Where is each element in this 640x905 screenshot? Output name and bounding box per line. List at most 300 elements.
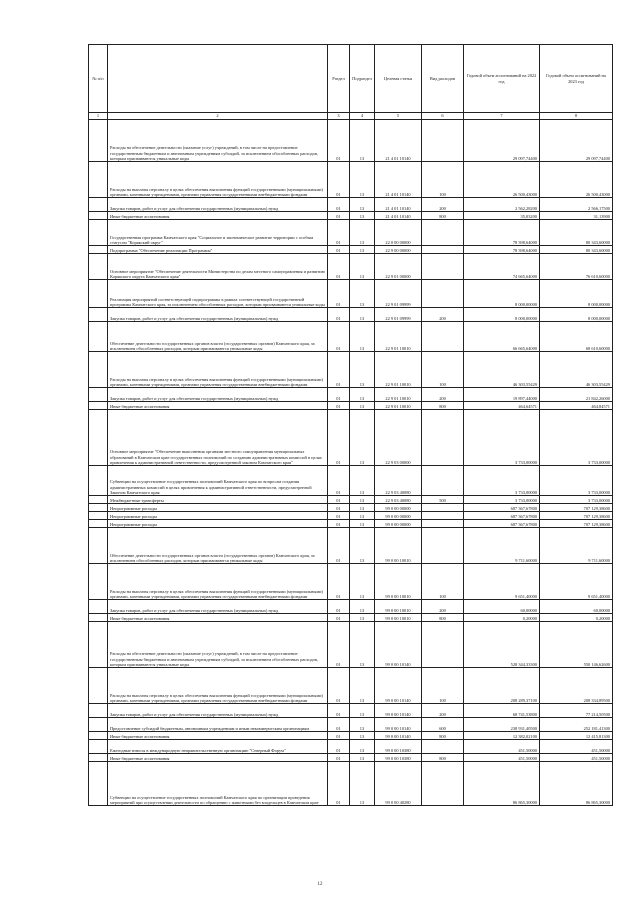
row-section: 01 [328, 402, 350, 410]
row-section: 01 [328, 280, 350, 308]
row-target-article: 99 0 00 10140 [375, 668, 422, 704]
row-section: 01 [328, 520, 350, 528]
table-row [89, 600, 613, 614]
row-name: Закупка товаров, работ и услуг для обеспечения государственных (муниципальных) нужд [108, 198, 328, 212]
row-name: Субвенции на осуществление государственных полномочий Камчатского края по вопросам создания административных комиссий в целях привлечения к административной ответственности, предусмотренной Законом Камчатского края [108, 466, 328, 496]
row-amount-2023: 8 000,00000 [540, 308, 613, 322]
row-expense-type: 800 [422, 212, 464, 220]
row-section: 01 [328, 600, 350, 614]
row-amount-2023: 26 500,43000 [540, 162, 613, 198]
row-number [89, 280, 108, 308]
row-name: Обеспечение деятельности государственных органов власти (государственных органов) Камчатского края, за исключением обособленных расходов, которым присваиваются уникальные коды [108, 322, 328, 352]
row-name: Расходы на обеспечение деятельности (оказание услуг) учреждений, в том числе на предоставление государственным бюджетным и автономным учреждениям субсидий, за исключением обособленных расходов, которым присваиваются уникальные коды [108, 120, 328, 162]
table-row [89, 520, 613, 528]
row-number [89, 740, 108, 754]
row-amount-2023: 451,50000 [540, 740, 613, 754]
col-num: 6 [422, 113, 464, 120]
row-subsection: 13 [350, 718, 375, 732]
row-subsection: 13 [350, 466, 375, 496]
row-amount-2022: 464,64571 [464, 402, 540, 410]
row-name: Государственная программа Камчатского края "Социальное и экономическое развитие территории с особым статусом "Корякский округ" [108, 220, 328, 246]
row-expense-type: 200 [422, 600, 464, 614]
row-name: Непрограммные расходы [108, 512, 328, 520]
row-target-article: 22 9 01 09999 [375, 308, 422, 322]
row-name: Закупка товаров, работ и услуг для обеспечения государственных (муниципальных) нужд [108, 388, 328, 402]
table-row [89, 718, 613, 732]
row-subsection: 13 [350, 614, 375, 622]
row-amount-2022: 35,03200 [464, 212, 540, 220]
row-expense-type: 800 [422, 402, 464, 410]
row-target-article: 22 9 01 00000 [375, 254, 422, 280]
table-row [89, 246, 613, 254]
column-number-row [89, 113, 613, 120]
row-amount-2022: 3 733,00000 [464, 466, 540, 496]
row-name: Субвенции на осуществление государственных полномочий Камчатского края по организации проведения мероприятий при осуществлении деятельности по обращению с животными без владельцев в Камчатском крае [108, 762, 328, 806]
row-number [89, 402, 108, 410]
row-section: 01 [328, 212, 350, 220]
row-number [89, 496, 108, 504]
row-subsection: 13 [350, 198, 375, 212]
row-amount-2022: 26 500,43000 [464, 162, 540, 198]
row-subsection: 13 [350, 622, 375, 668]
row-amount-2022: 78 398,64000 [464, 220, 540, 246]
row-section: 01 [328, 622, 350, 668]
row-subsection: 13 [350, 504, 375, 512]
row-name: Основное мероприятие "Обеспечение деятельности Министерства по делам местного самоуправления и развитию Корякского округа Камчатского края" [108, 254, 328, 280]
row-amount-2023: 46 303,55429 [540, 352, 613, 388]
row-target-article: 21 4 01 10140 [375, 212, 422, 220]
header-2022: Годовой объем ассигнований на 2022 год [464, 45, 540, 113]
row-subsection: 13 [350, 496, 375, 504]
row-section: 01 [328, 352, 350, 388]
row-target-article: 22 9 00 00000 [375, 246, 422, 254]
table-row [89, 308, 613, 322]
row-number [89, 352, 108, 388]
row-subsection: 13 [350, 754, 375, 762]
row-amount-2023: 8 000,00000 [540, 280, 613, 308]
row-target-article: 22 9 01 10010 [375, 402, 422, 410]
row-section: 01 [328, 740, 350, 754]
row-amount-2023: 77 214,50500 [540, 704, 613, 718]
row-amount-2022: 0,20000 [464, 614, 540, 622]
row-number [89, 120, 108, 162]
row-name: Иные бюджетные ассигнования [108, 732, 328, 740]
row-number [89, 410, 108, 466]
row-name: Ежегодные взносы в международную неправительственную организацию "Северный Форум" [108, 740, 328, 754]
row-section: 01 [328, 246, 350, 254]
row-expense-type: 800 [422, 614, 464, 622]
row-amount-2022: 68 741,53800 [464, 704, 540, 718]
row-section: 01 [328, 308, 350, 322]
row-number [89, 528, 108, 564]
header-section: Раздел [328, 45, 350, 113]
row-name: Реализация мероприятий соответствующей подпрограммы в рамках соответствующей государственной программы Камчатского края, за исключением обособленных расходов, которым присваиваются уникальные коды [108, 280, 328, 308]
row-expense-type: 200 [422, 308, 464, 322]
row-expense-type: 100 [422, 564, 464, 600]
row-section: 01 [328, 754, 350, 762]
row-section: 01 [328, 704, 350, 718]
row-number [89, 600, 108, 614]
row-amount-2022: 29 097,74400 [464, 120, 540, 162]
row-target-article: 99 0 00 00000 [375, 512, 422, 520]
row-subsection: 13 [350, 220, 375, 246]
table-row [89, 528, 613, 564]
row-subsection: 13 [350, 528, 375, 564]
row-target-article: 99 0 00 00000 [375, 504, 422, 512]
budget-table-page [88, 44, 612, 806]
row-subsection: 13 [350, 704, 375, 718]
row-target-article: 21 4 01 10140 [375, 120, 422, 162]
table-header-row [89, 45, 613, 113]
row-expense-type: 800 [422, 732, 464, 740]
row-expense-type [422, 740, 464, 754]
col-num: 4 [350, 113, 375, 120]
row-expense-type: 100 [422, 352, 464, 388]
row-target-article: 22 9 01 10010 [375, 388, 422, 402]
table-row [89, 402, 613, 410]
row-amount-2022: 451,50000 [464, 740, 540, 754]
row-section: 01 [328, 220, 350, 246]
row-expense-type: 200 [422, 198, 464, 212]
row-name: Закупка товаров, работ и услуг для обеспечения государственных (муниципальных) нужд [108, 704, 328, 718]
row-name: Расходы на выплаты персоналу в целях обеспечения выполнения функций государственными (муниципальными) органами, казенными учреждениями, органами управления государственными внебюджетными фондами [108, 668, 328, 704]
row-target-article: 21 4 01 10140 [375, 162, 422, 198]
row-name: Расходы на выплаты персоналу в целях обеспечения выполнения функций государственными (муниципальными) органами, казенными учреждениями, органами управления государственными внебюджетными фондами [108, 352, 328, 388]
row-amount-2023: 451,50000 [540, 754, 613, 762]
row-number [89, 162, 108, 198]
table-row [89, 668, 613, 704]
row-subsection: 13 [350, 410, 375, 466]
row-expense-type [422, 410, 464, 466]
row-number [89, 246, 108, 254]
table-row [89, 732, 613, 740]
row-number [89, 322, 108, 352]
budget-allocation-table [88, 44, 613, 806]
row-amount-2022: 9 711,60000 [464, 528, 540, 564]
row-number [89, 220, 108, 246]
table-row [89, 388, 613, 402]
row-amount-2023: 80 343,60000 [540, 246, 613, 254]
row-target-article: 99 0 00 10140 [375, 622, 422, 668]
row-number [89, 754, 108, 762]
row-amount-2023: 21 842,26000 [540, 388, 613, 402]
row-target-article: 99 0 00 10140 [375, 704, 422, 718]
row-target-article: 22 0 00 00000 [375, 220, 422, 246]
row-expense-type [422, 762, 464, 806]
row-target-article: 22 9 01 10010 [375, 352, 422, 388]
table-row [89, 762, 613, 806]
row-amount-2022: 78 398,64000 [464, 246, 540, 254]
row-amount-2022: 8 000,00000 [464, 280, 540, 308]
row-target-article: 99 0 00 10140 [375, 732, 422, 740]
row-expense-type [422, 622, 464, 668]
row-amount-2023: 60,00000 [540, 600, 613, 614]
row-amount-2022: 528 344,33300 [464, 622, 540, 668]
row-name: Обеспечение деятельности государственных органов власти (государственных органов) Камчатского края, за исключением обособленных расходов, которым присваиваются уникальные коды [108, 528, 328, 564]
row-amount-2022: 8 000,00000 [464, 308, 540, 322]
row-target-article: 22 9 01 09999 [375, 280, 422, 308]
row-section: 01 [328, 668, 350, 704]
table-row [89, 220, 613, 246]
table-row [89, 704, 613, 718]
row-amount-2022: 12 382,02100 [464, 732, 540, 740]
row-section: 01 [328, 564, 350, 600]
row-name: Межбюджетные трансферты [108, 496, 328, 504]
row-amount-2023: 29 097,74400 [540, 120, 613, 162]
row-amount-2022: 74 665,64000 [464, 254, 540, 280]
row-subsection: 13 [350, 732, 375, 740]
row-section: 01 [328, 410, 350, 466]
col-num: 5 [375, 113, 422, 120]
row-number [89, 732, 108, 740]
table-row [89, 410, 613, 466]
row-number [89, 466, 108, 496]
col-num: 7 [464, 113, 540, 120]
row-amount-2023: 707 129,38600 [540, 520, 613, 528]
row-subsection: 13 [350, 668, 375, 704]
row-amount-2023: 86 865,30000 [540, 762, 613, 806]
row-amount-2023: 707 129,38600 [540, 504, 613, 512]
row-target-article: 21 4 01 10140 [375, 198, 422, 212]
row-section: 01 [328, 388, 350, 402]
row-number [89, 718, 108, 732]
row-expense-type [422, 512, 464, 520]
table-row [89, 280, 613, 308]
row-subsection: 13 [350, 246, 375, 254]
row-section: 01 [328, 120, 350, 162]
table-row [89, 198, 613, 212]
row-target-article: 22 9 03 40080 [375, 496, 422, 504]
row-section: 01 [328, 322, 350, 352]
col-num: 1 [89, 113, 108, 120]
row-amount-2023: 68 610,60000 [540, 322, 613, 352]
row-section: 01 [328, 718, 350, 732]
row-name: Основное мероприятие "Обеспечение выполнения органами местного самоуправления муниципальных образований в Камчатском крае государственных полномочий по созданию административных комиссий в целях привлечения к административной ответственности, предусмотренной законом Камчатского края" [108, 410, 328, 466]
row-name: Иные бюджетные ассигнования [108, 402, 328, 410]
table-row [89, 120, 613, 162]
row-number [89, 520, 108, 528]
col-num: 2 [108, 113, 328, 120]
header-target-article: Целевая статья [375, 45, 422, 113]
row-subsection: 13 [350, 520, 375, 528]
row-number [89, 622, 108, 668]
row-number [89, 512, 108, 520]
row-expense-type [422, 246, 464, 254]
row-subsection: 13 [350, 600, 375, 614]
row-expense-type [422, 254, 464, 280]
row-amount-2023: 3 733,00000 [540, 466, 613, 496]
row-amount-2023: 464,84571 [540, 402, 613, 410]
row-number [89, 704, 108, 718]
row-section: 01 [328, 732, 350, 740]
row-name: Иные бюджетные ассигнования [108, 754, 328, 762]
row-target-article: 99 0 00 00000 [375, 520, 422, 528]
table-row [89, 352, 613, 388]
row-section: 01 [328, 614, 350, 622]
row-section: 01 [328, 466, 350, 496]
row-amount-2023: 208 334,89500 [540, 668, 613, 704]
row-subsection: 13 [350, 322, 375, 352]
row-target-article: 99 0 00 10010 [375, 614, 422, 622]
row-target-article: 99 0 00 10010 [375, 600, 422, 614]
table-row [89, 614, 613, 622]
row-expense-type: 600 [422, 718, 464, 732]
row-amount-2022: 3 733,00000 [464, 496, 540, 504]
table-row [89, 212, 613, 220]
row-amount-2022: 238 931,40500 [464, 718, 540, 732]
row-expense-type: 500 [422, 496, 464, 504]
row-name: Предоставление субсидий бюджетным, автономным учреждениям и иным некоммерческим организациям [108, 718, 328, 732]
row-amount-2022: 60,00000 [464, 600, 540, 614]
row-section: 01 [328, 254, 350, 280]
row-amount-2023: 12 415,81300 [540, 732, 613, 740]
row-number [89, 668, 108, 704]
row-expense-type [422, 466, 464, 496]
row-section: 01 [328, 504, 350, 512]
header-2023: Годовой объем ассигнований на 2023 год [540, 45, 613, 113]
row-target-article: 99 0 00 10010 [375, 528, 422, 564]
row-name: Подпрограмма "Обеспечение реализации Программы" [108, 246, 328, 254]
row-amount-2022: 66 665,64000 [464, 322, 540, 352]
row-name: Непрограммные расходы [108, 504, 328, 512]
table-row [89, 162, 613, 198]
row-number [89, 504, 108, 512]
row-amount-2023: 252 181,41300 [540, 718, 613, 732]
row-subsection: 13 [350, 762, 375, 806]
row-subsection: 13 [350, 352, 375, 388]
row-subsection: 13 [350, 254, 375, 280]
row-number [89, 254, 108, 280]
row-amount-2023: 3 733,00000 [540, 496, 613, 504]
row-amount-2022: 19 897,44000 [464, 388, 540, 402]
row-subsection: 13 [350, 740, 375, 754]
row-amount-2023: 550 146,62600 [540, 622, 613, 668]
row-target-article: 22 9 03 00000 [375, 410, 422, 466]
row-target-article: 99 0 00 40280 [375, 762, 422, 806]
row-section: 01 [328, 198, 350, 212]
row-number [89, 564, 108, 600]
row-expense-type [422, 322, 464, 352]
row-section: 01 [328, 528, 350, 564]
row-expense-type: 200 [422, 388, 464, 402]
header-expense-type: Вид расходов [422, 45, 464, 113]
row-name: Расходы на выплаты персоналу в целях обеспечения выполнения функций государственными (муниципальными) органами, казенными учреждениями, органами управления государственными внебюджетными фондами [108, 162, 328, 198]
row-subsection: 13 [350, 280, 375, 308]
row-amount-2022: 451,50000 [464, 754, 540, 762]
table-row [89, 564, 613, 600]
row-number [89, 308, 108, 322]
row-expense-type [422, 280, 464, 308]
row-target-article: 22 9 03 40080 [375, 466, 422, 496]
row-subsection: 13 [350, 402, 375, 410]
row-name: Расходы на обеспечение деятельности (оказание услуг) учреждений, в том числе на предоставление государственным бюджетным и автономным учреждениям субсидий, за исключением обособленных расходов, которым присваиваются уникальные коды [108, 622, 328, 668]
row-amount-2022: 86 865,30000 [464, 762, 540, 806]
row-number [89, 198, 108, 212]
row-number [89, 614, 108, 622]
row-amount-2023: 0,20000 [540, 614, 613, 622]
row-name: Закупка товаров, работ и услуг для обеспечения государственных (муниципальных) нужд [108, 308, 328, 322]
row-amount-2022: 208 289,37100 [464, 668, 540, 704]
col-num: 3 [328, 113, 350, 120]
row-name: Иные бюджетные ассигнования [108, 212, 328, 220]
table-row [89, 466, 613, 496]
row-expense-type [422, 120, 464, 162]
row-name: Непрограммные расходы [108, 520, 328, 528]
table-row [89, 254, 613, 280]
row-expense-type [422, 220, 464, 246]
row-amount-2022: 9 651,40000 [464, 564, 540, 600]
header-name [108, 45, 328, 113]
row-expense-type: 100 [422, 162, 464, 198]
row-amount-2023: 9 711,60000 [540, 528, 613, 564]
table-row [89, 504, 613, 512]
col-num: 8 [540, 113, 613, 120]
row-amount-2023: 707 129,38600 [540, 512, 613, 520]
row-subsection: 13 [350, 212, 375, 220]
row-target-article: 99 0 00 10010 [375, 564, 422, 600]
row-amount-2023: 3 733,00000 [540, 410, 613, 466]
row-amount-2022: 687 367,67800 [464, 504, 540, 512]
row-name: Закупка товаров, работ и услуг для обеспечения государственных (муниципальных) нужд [108, 600, 328, 614]
row-amount-2023: 2 566,17500 [540, 198, 613, 212]
row-target-article: 99 0 00 10380 [375, 740, 422, 754]
row-section: 01 [328, 162, 350, 198]
row-section: 01 [328, 512, 350, 520]
row-amount-2023: 76 610,60000 [540, 254, 613, 280]
row-subsection: 13 [350, 564, 375, 600]
page-number: 12 [317, 882, 323, 887]
row-subsection: 13 [350, 120, 375, 162]
row-subsection: 13 [350, 388, 375, 402]
table-row [89, 322, 613, 352]
row-amount-2022: 2 562,28200 [464, 198, 540, 212]
row-expense-type [422, 504, 464, 512]
row-target-article: 99 0 00 10380 [375, 754, 422, 762]
header-subsection: Подраздел [350, 45, 375, 113]
table-row [89, 754, 613, 762]
table-row [89, 622, 613, 668]
row-target-article: 22 9 01 10010 [375, 322, 422, 352]
row-target-article: 99 0 00 10140 [375, 718, 422, 732]
row-amount-2023: 9 651,40000 [540, 564, 613, 600]
row-name: Расходы на выплаты персоналу в целях обеспечения выполнения функций государственными (муниципальными) органами, казенными учреждениями, органами управления государственными внебюджетными фондами [108, 564, 328, 600]
table-row [89, 512, 613, 520]
row-subsection: 13 [350, 308, 375, 322]
table-row [89, 740, 613, 754]
row-expense-type: 100 [422, 668, 464, 704]
row-amount-2022: 687 367,67800 [464, 520, 540, 528]
row-subsection: 13 [350, 512, 375, 520]
row-amount-2022: 3 733,00000 [464, 410, 540, 466]
row-amount-2022: 687 367,67800 [464, 512, 540, 520]
table-row [89, 496, 613, 504]
row-number [89, 388, 108, 402]
row-expense-type: 800 [422, 754, 464, 762]
header-number: № п/п [89, 45, 108, 113]
row-amount-2023: 80 343,60000 [540, 220, 613, 246]
row-amount-2022: 46 303,55429 [464, 352, 540, 388]
row-section: 01 [328, 496, 350, 504]
row-section: 01 [328, 762, 350, 806]
row-expense-type [422, 528, 464, 564]
row-amount-2023: 31,13900 [540, 212, 613, 220]
row-expense-type: 200 [422, 704, 464, 718]
row-name: Иные бюджетные ассигнования [108, 614, 328, 622]
row-subsection: 13 [350, 162, 375, 198]
row-expense-type [422, 520, 464, 528]
row-number [89, 762, 108, 806]
row-number [89, 212, 108, 220]
